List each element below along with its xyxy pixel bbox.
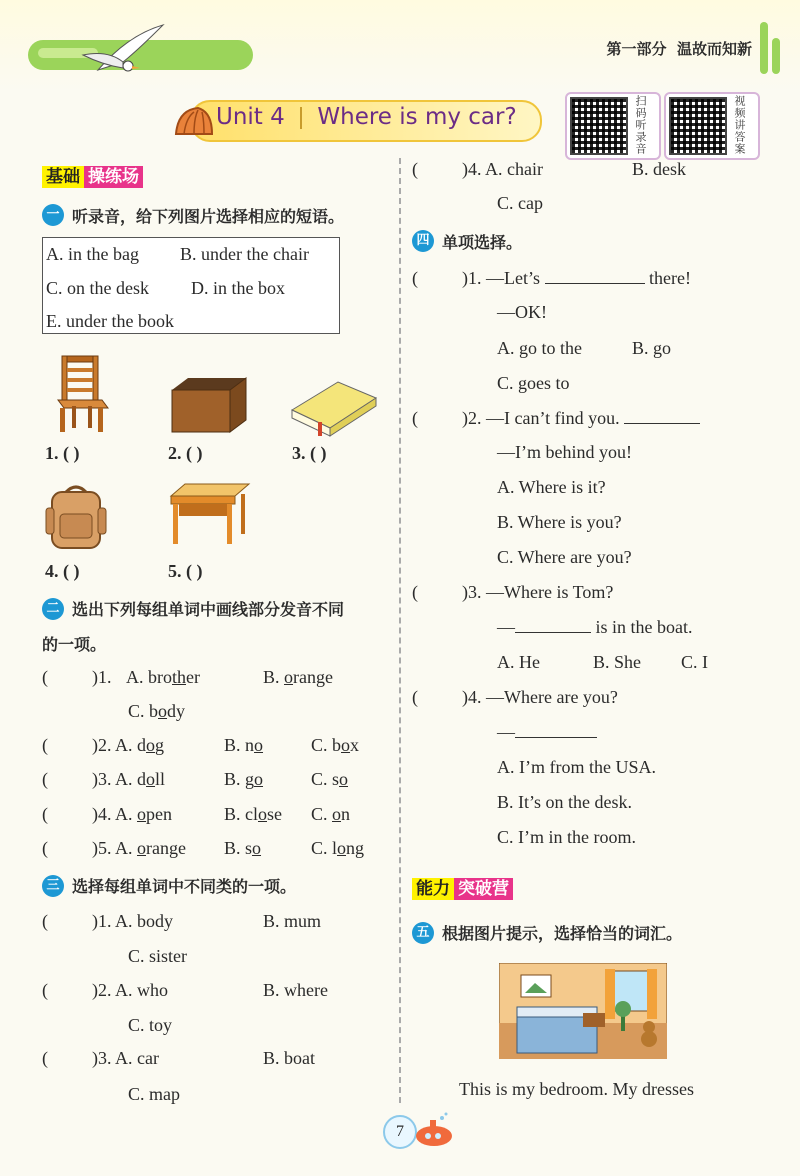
q2-row-1-b: B. orange	[263, 667, 333, 687]
q3-row-1: ( )1. A. body	[42, 911, 174, 931]
q4-item-1-option-a: A. go to the	[497, 338, 582, 358]
q2-row-2-b: B. no	[224, 735, 264, 755]
q2-row-1-c: C. body	[128, 701, 186, 721]
q3-row-4: ( )4. A. chair	[412, 159, 543, 179]
q1-title: 听录音，给下列图片选择相应的短语。	[72, 207, 345, 226]
q4-item-4-option-b: B. It’s on the desk.	[497, 792, 632, 812]
q2-row-5-b: B. so	[224, 838, 262, 858]
q4-item-1-answer: —OK!	[497, 302, 547, 322]
q2-number-badge: 二	[42, 598, 64, 620]
book-picture	[288, 376, 380, 438]
q4-item-1-option-b: B. go	[632, 338, 672, 358]
schoolbag-picture	[44, 482, 108, 552]
qr-code-video[interactable]	[669, 97, 727, 155]
column-divider	[399, 158, 401, 1103]
q2-row-5-c: C. long	[311, 838, 365, 858]
section-ability-badge: 能力 突破营	[412, 874, 513, 899]
q3-row-4-c: C. cap	[497, 193, 543, 213]
q3-number-badge: 三	[42, 875, 64, 897]
bedroom-picture	[499, 963, 667, 1059]
q3-row-1-b: B. mum	[263, 911, 322, 931]
q1-item-2: 2. ( )	[168, 443, 203, 463]
q4-item-3-answer: — is in the boat.	[497, 617, 693, 637]
seagull-banner-illustration	[28, 20, 258, 90]
qr-code-listen[interactable]	[570, 97, 628, 155]
q2-row-3-c: C. so	[311, 769, 349, 789]
q2-row-5: ( )5. A. orange	[42, 838, 186, 858]
q4-item-1-option-c: C. goes to	[497, 373, 570, 393]
q4-item-2-option-a: A. Where is it?	[497, 477, 606, 497]
q2-row-4-b: B. close	[224, 804, 282, 824]
q1-option-d: D. in the box	[191, 278, 285, 298]
section-basic-badge: 基础 操练场	[42, 162, 143, 187]
q2-row-1: ( )1. A. brother	[42, 667, 200, 687]
q5-number-badge: 五	[412, 922, 434, 944]
submarine-icon	[412, 1110, 456, 1150]
q4-item-3-option-c: C. I	[681, 652, 708, 672]
q3-row-4-b: B. desk	[632, 159, 686, 179]
box-picture	[168, 374, 250, 436]
q4-item-3-question: ( )3. —Where is Tom?	[412, 582, 614, 602]
header-deco-icon	[756, 18, 786, 78]
q2-title-line1: 选出下列每组单词中画线部分发音不同	[72, 600, 345, 619]
q3-row-3-b: B. boat	[263, 1048, 315, 1068]
q4-item-4-question: ( )4. —Where are you?	[412, 687, 618, 707]
q3-row-1-c: C. sister	[128, 946, 188, 966]
q1-item-5: 5. ( )	[168, 561, 203, 581]
header-title: 第一部分 温故而知新	[606, 40, 752, 58]
q3-title: 选择每组单词中不同类的一项。	[72, 877, 297, 896]
q2-row-2: ( )2. A. dog	[42, 735, 165, 755]
q4-item-4-answer: —	[497, 722, 597, 743]
q2-row-2-c: C. box	[311, 735, 360, 755]
q4-item-3-option-b: B. She	[593, 652, 642, 672]
desk-picture	[165, 482, 251, 548]
unit-title: Unit 4 Where is my car?	[216, 104, 517, 130]
q1-item-4: 4. ( )	[45, 561, 80, 581]
q1-option-a: A. in the bag	[46, 244, 139, 264]
q1-item-1: 1. ( )	[45, 443, 80, 463]
page-number: 7	[383, 1115, 417, 1149]
qr-video-label: 视频讲答案	[733, 95, 746, 155]
q2-row-3: ( )3. A. doll	[42, 769, 166, 789]
qr-listen-label: 扫码听录音	[634, 95, 647, 155]
q3-row-2: ( )2. A. who	[42, 980, 169, 1000]
q1-number-badge: 一	[42, 204, 64, 226]
q4-title: 单项选择。	[442, 233, 523, 252]
q4-item-2-option-b: B. Where is you?	[497, 512, 622, 532]
chair-picture	[52, 352, 112, 434]
q4-number-badge: 四	[412, 230, 434, 252]
q2-title-line2: 的一项。	[42, 635, 107, 654]
q3-row-2-b: B. where	[263, 980, 328, 1000]
q3-row-3-c: C. map	[128, 1084, 180, 1104]
q3-row-2-c: C. toy	[128, 1015, 173, 1035]
q5-text: This is my bedroom. My dresses	[459, 1079, 694, 1099]
q1-option-c: C. on the desk	[46, 278, 149, 298]
q4-item-1-question: ( )1. —Let’s there!	[412, 268, 691, 288]
q4-item-2-answer: —I’m behind you!	[497, 442, 632, 462]
q1-item-3: 3. ( )	[292, 443, 327, 463]
q1-option-b: B. under the chair	[180, 244, 309, 264]
q4-item-3-option-a: A. He	[497, 652, 540, 672]
q1-option-e: E. under the book	[46, 311, 174, 331]
q4-item-2-option-c: C. Where are you?	[497, 547, 632, 567]
shell-icon	[172, 104, 216, 140]
q2-row-3-b: B. go	[224, 769, 264, 789]
q2-row-4-c: C. on	[311, 804, 351, 824]
q4-item-4-option-a: A. I’m from the USA.	[497, 757, 656, 777]
q2-row-4: ( )4. A. open	[42, 804, 173, 824]
q3-row-3: ( )3. A. car	[42, 1048, 159, 1068]
q4-item-4-option-c: C. I’m in the room.	[497, 827, 636, 847]
q4-item-2-question: ( )2. —I can’t find you.	[412, 408, 700, 429]
q5-title: 根据图片提示，选择恰当的词汇。	[442, 924, 683, 943]
